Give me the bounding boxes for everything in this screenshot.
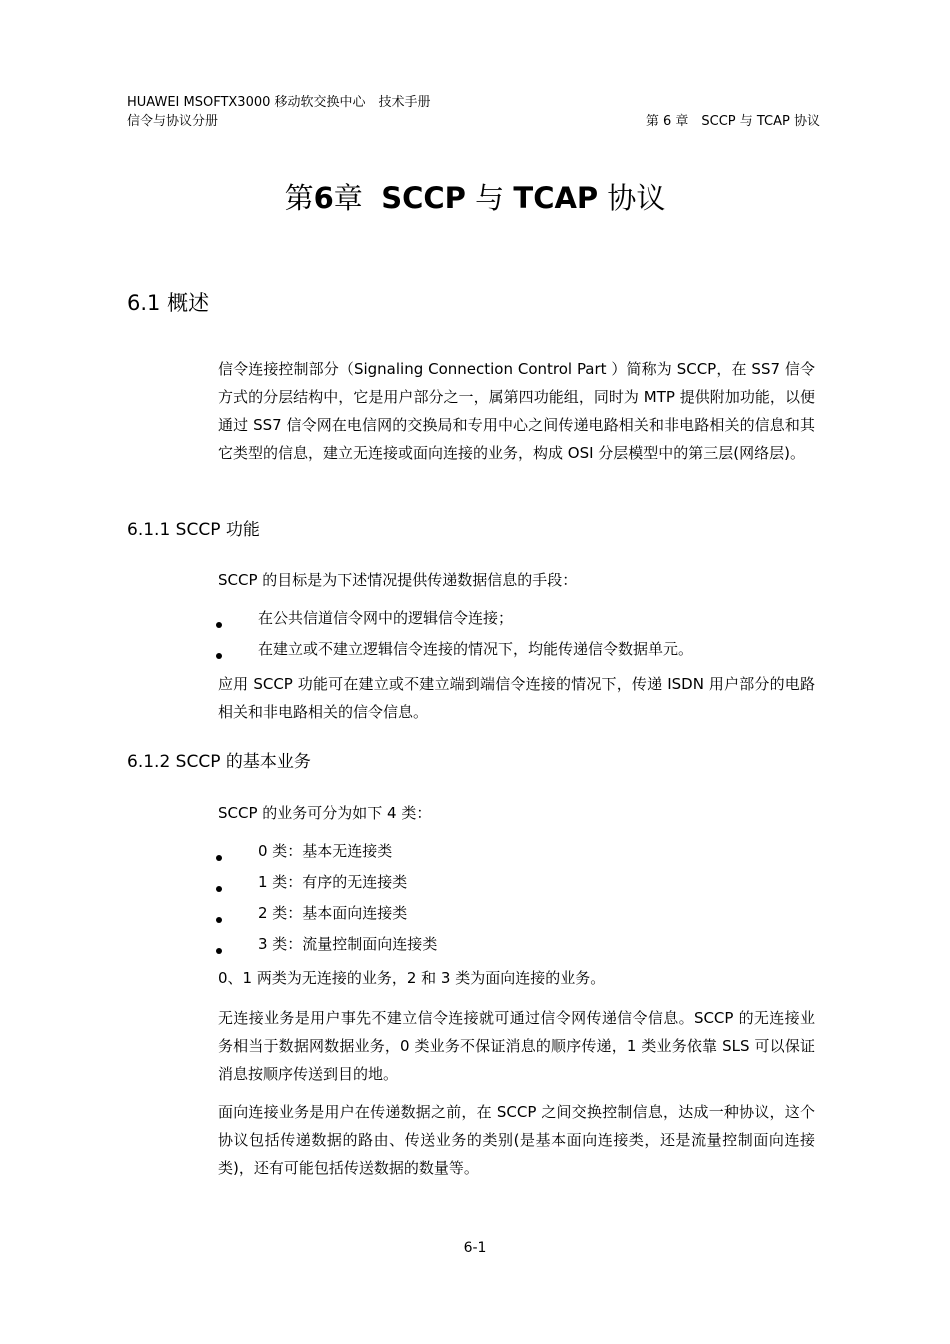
chapter-number: 6 bbox=[313, 181, 334, 215]
bullet-icon bbox=[216, 886, 222, 892]
chapter-title-mid: 与 bbox=[475, 181, 505, 215]
chapter-prefix: 第 bbox=[284, 181, 314, 215]
chapter-title-sccp: SCCP bbox=[381, 181, 466, 215]
chapter-title-end: 协议 bbox=[607, 181, 666, 215]
paragraph-sccp-application: 应用 SCCP 功能可在建立或不建立端到端信令连接的情况下，传递 ISDN 用户部分的电路相关和非电路相关的信令信息。 bbox=[218, 675, 815, 721]
paragraph-sccp-goal: SCCP 的目标是为下述情况提供传递数据信息的手段： bbox=[218, 571, 578, 589]
chapter-title bbox=[0, 178, 950, 218]
header-chapter: 第 6 章 SCCP 与 TCAP 协议 bbox=[645, 114, 820, 129]
bullet-icon bbox=[216, 855, 222, 861]
paragraph-connectionless: 无连接业务是用户事先不建立信令连接就可通过信令网传递信令信息。SCCP 的无连接业务相当于数据网数据业务，0 类业务不保证消息的顺序传递，1 类业务依靠 SLS 可以保证消息按顺序传送到目的地。 bbox=[218, 1009, 815, 1083]
paragraph-service-intro: SCCP 的业务可分为如下 4 类： bbox=[218, 804, 432, 822]
chapter-suffix: 章 bbox=[333, 181, 363, 215]
header-doc-title: HUAWEI MSOFTX3000 移动软交换中心 技术手册 bbox=[127, 95, 431, 110]
paragraph-overview: 信令连接控制部分（Signaling Connection Control Part ）简称为 SCCP，在 SS7 信令方式的分层结构中，它是用户部分之一，属第四功能组，同时为 MTP 提供附加功能，以便通过 SS7 信令网在电信网的交换局和专用中心之间传递电路相关和非电路相关的信息和其它类型的信息，建立无连接或面向连接的业务，构成 OSI 分层模型中的第三层(网络层)。 bbox=[218, 360, 815, 462]
bullet-icon bbox=[216, 622, 222, 628]
section-heading-6-1-2: 6.1.2 SCCP 的基本业务 bbox=[127, 752, 311, 772]
bullet-icon bbox=[216, 653, 222, 659]
paragraph-class-summary: 0、1 两类为无连接的业务，2 和 3 类为面向连接的业务。 bbox=[218, 969, 606, 987]
header-volume: 信令与协议分册 bbox=[127, 114, 219, 129]
bullet-icon bbox=[216, 948, 222, 954]
paragraph-connection-oriented: 面向连接业务是用户在传递数据之前，在 SCCP 之间交换控制信息，达成一种协议，这个协议包括传递数据的路由、传送业务的类别(是基本面向连接类，还是流量控制面向连接类)，还有可能包括传送数据的数量等。 bbox=[218, 1103, 815, 1177]
chapter-title-tcap: TCAP bbox=[513, 181, 599, 215]
page-number: 6-1 bbox=[463, 1240, 487, 1256]
section-heading-6-1-1: 6.1.1 SCCP 功能 bbox=[127, 520, 260, 540]
bullet-icon bbox=[216, 917, 222, 923]
section-heading-6-1: 6.1 概述 bbox=[127, 291, 210, 315]
